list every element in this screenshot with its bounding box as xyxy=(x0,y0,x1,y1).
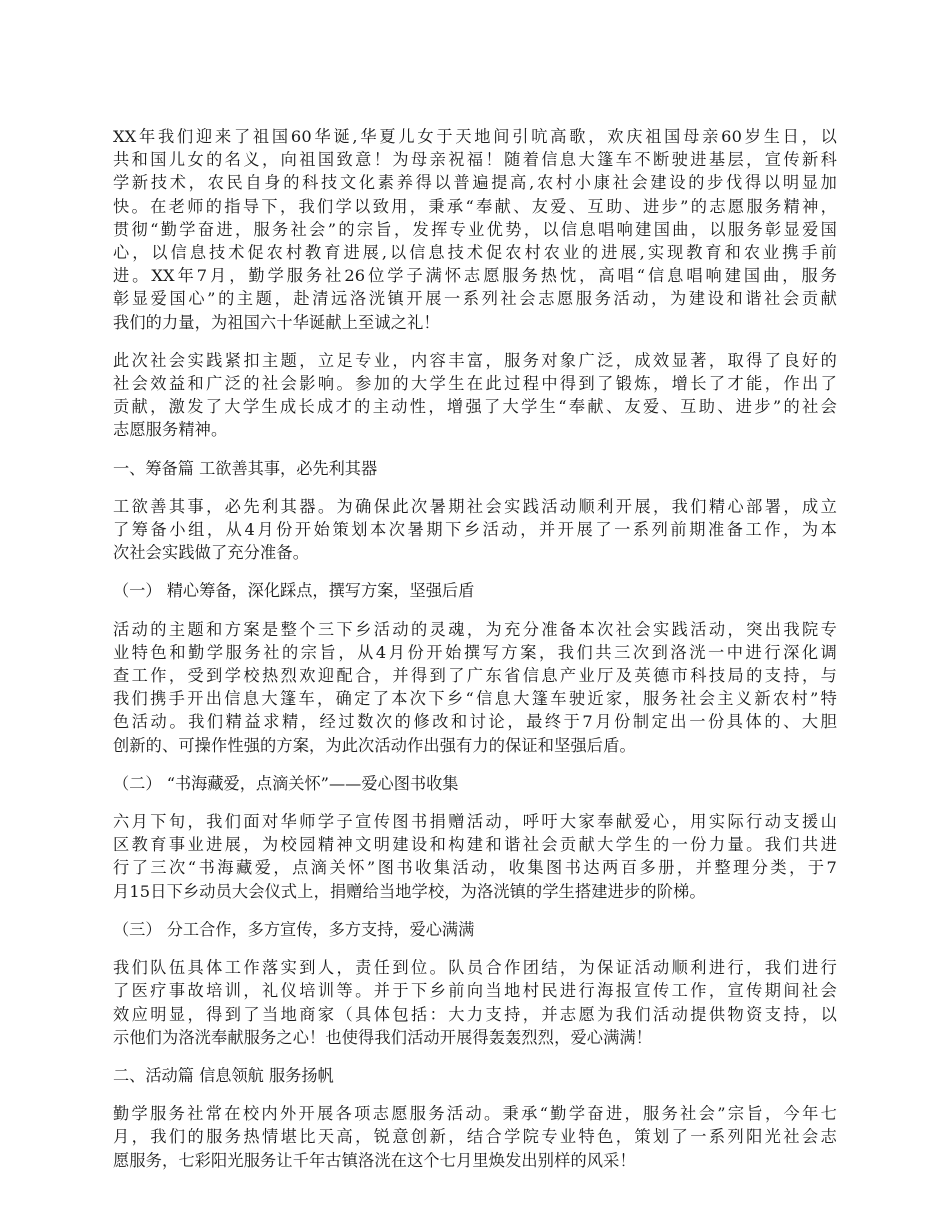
paragraph-preparation xyxy=(113,495,837,565)
text-line: 查工作，受到学校热烈欢迎配合，并得到了广东省信息产业厅及英德市科技局的支持，与 xyxy=(113,666,837,686)
text-line: 了医疗事故培训，礼仪培训等。并于下乡前向当地村民进行海报宣传工作，宣传期间社会 xyxy=(113,981,837,1001)
subsection-heading-2: （二） “书海藏爱，点滴关怀”——爱心图书收集 xyxy=(113,773,459,793)
text-line: 心，以信息技术促农村教育进展,以信息技术促农村农业的进展,实现教育和农业携手前 xyxy=(113,243,837,263)
text-line: 区教育事业进展，为校园精神文明建设和构建和谐社会贡献大学生的一份力量。我们共进 xyxy=(113,835,837,855)
paragraph-activities xyxy=(113,1102,837,1172)
text-line: 社会效益和广泛的社会影响。参加的大学生在此过程中得到了锻炼，增长了才能，作出了 xyxy=(113,374,837,394)
text-line: 月15日下乡动员大会仪式上，捐赠给当地学校，为洛洸镇的学生搭建进步的阶梯。 xyxy=(113,881,706,901)
paragraph-plan xyxy=(113,618,837,757)
paragraph-books xyxy=(113,810,837,903)
text-line: 六月下旬，我们面对华师学子宣传图书捐赠活动，呼吁大家奉献爱心，用实际行动支援山 xyxy=(113,812,837,832)
text-line: 创新的、可操作性强的方案，为此次活动作出强有力的保证和坚强后盾。 xyxy=(113,735,636,755)
subsection-heading-1: （一） 精心筹备，深化踩点，撰写方案，坚强后盾 xyxy=(113,581,475,601)
paragraph-summary xyxy=(113,349,837,442)
text-line: 业特色和勤学服务社的宗旨，从4月份开始撰写方案，我们共三次到洛洸一中进行深化调 xyxy=(113,642,837,662)
text-line: 彰显爱国心”的主题，赴清远洛洸镇开展一系列社会志愿服务活动，为建设和谐社会贡献 xyxy=(113,289,837,309)
text-line: XX年我们迎来了祖国60华诞,华夏儿女于天地间引吭高歌，欢庆祖国母亲60岁生日，以 xyxy=(113,127,837,146)
text-line: 贡献，激发了大学生成长成才的主动性，增强了大学生“奉献、友爱、互助、进步”的社会 xyxy=(113,397,837,417)
text-line: 效应明显，得到了当地商家（具体包括：大力支持，并志愿为我们活动提供物资支持，以 xyxy=(113,1004,837,1024)
text-line: 工欲善其事，必先利其器。为确保此次暑期社会实践活动顺利开展，我们精心部署，成立 xyxy=(113,496,837,516)
text-line: 进。XX年7月，勤学服务社26位学子满怀志愿服务热忱，高唱“信息唱响建国曲，服务 xyxy=(113,266,837,286)
text-line: 我们携手开出信息大篷车，确定了本次下乡“信息大篷车驶近家，服务社会主义新农村”特 xyxy=(113,689,837,709)
paragraph-intro xyxy=(113,125,837,334)
subsection-heading-3: （三） 分工合作，多方宣传，多方支持，爱心满满 xyxy=(113,919,475,939)
text-line: 愿服务，七彩阳光服务让千年古镇洛洸在这个七月里焕发出别样的风采！ xyxy=(113,1150,636,1170)
text-line: 贯彻“勤学奋进，服务社会”的宗旨，发挥专业优势，以信息唱响建国曲，以服务彰显爱国 xyxy=(113,219,837,239)
text-line: 色活动。我们精益求精，经过数次的修改和讨论，最终于7月份制定出一份具体的、大胆 xyxy=(113,712,837,732)
text-line: 次社会实践做了充分准备。 xyxy=(113,543,310,563)
text-line: 我们队伍具体工作落实到人，责任到位。队员合作团结，为保证活动顺利进行，我们进行 xyxy=(113,958,837,978)
text-line: 共和国儿女的名义，向祖国致意！为母亲祝福！随着信息大篷车不断驶进基层，宣传新科 xyxy=(113,150,837,170)
text-line: 志愿服务精神。 xyxy=(113,420,228,440)
text-line: 勤学服务社常在校内外开展各项志愿服务活动。秉承“勤学奋进，服务社会”宗旨，今年七 xyxy=(113,1104,837,1124)
text-line: 我们的力量，为祖国六十华诞献上至诚之礼！ xyxy=(113,312,440,332)
text-line: 月，我们的服务热情堪比天高，锐意创新，结合学院专业特色，策划了一系列阳光社会志 xyxy=(113,1127,837,1147)
text-line: 此次社会实践紧扣主题，立足专业，内容丰富，服务对象广泛，成效显著，取得了良好的 xyxy=(113,350,837,370)
text-line: 快。在老师的指导下，我们学以致用，秉承“奉献、友爱、互助、进步”的志愿服务精神， xyxy=(113,196,837,216)
text-line: 学新技术，农民自身的科技文化素养得以普遍提高,农村小康社会建设的步伐得以明显加 xyxy=(113,173,837,193)
text-line: 了筹备小组，从4月份开始策划本次暑期下乡活动，并开展了一系列前期准备工作，为本 xyxy=(113,520,837,540)
section-heading-activities: 二、活动篇 信息领航 服务扬帆 xyxy=(113,1065,334,1085)
text-line: 示他们为洛洸奉献服务之心！也使得我们活动开展得轰轰烈烈，爱心满满！ xyxy=(113,1027,653,1047)
section-heading-preparation: 一、筹备篇 工欲善其事，必先利其器 xyxy=(113,458,378,478)
text-line: 行了三次“书海藏爱，点滴关怀”图书收集活动，收集图书达两百多册，并整理分类，于7 xyxy=(113,858,837,878)
paragraph-teamwork xyxy=(113,956,837,1049)
text-line: 活动的主题和方案是整个三下乡活动的灵魂，为充分准备本次社会实践活动，突出我院专 xyxy=(113,619,837,639)
